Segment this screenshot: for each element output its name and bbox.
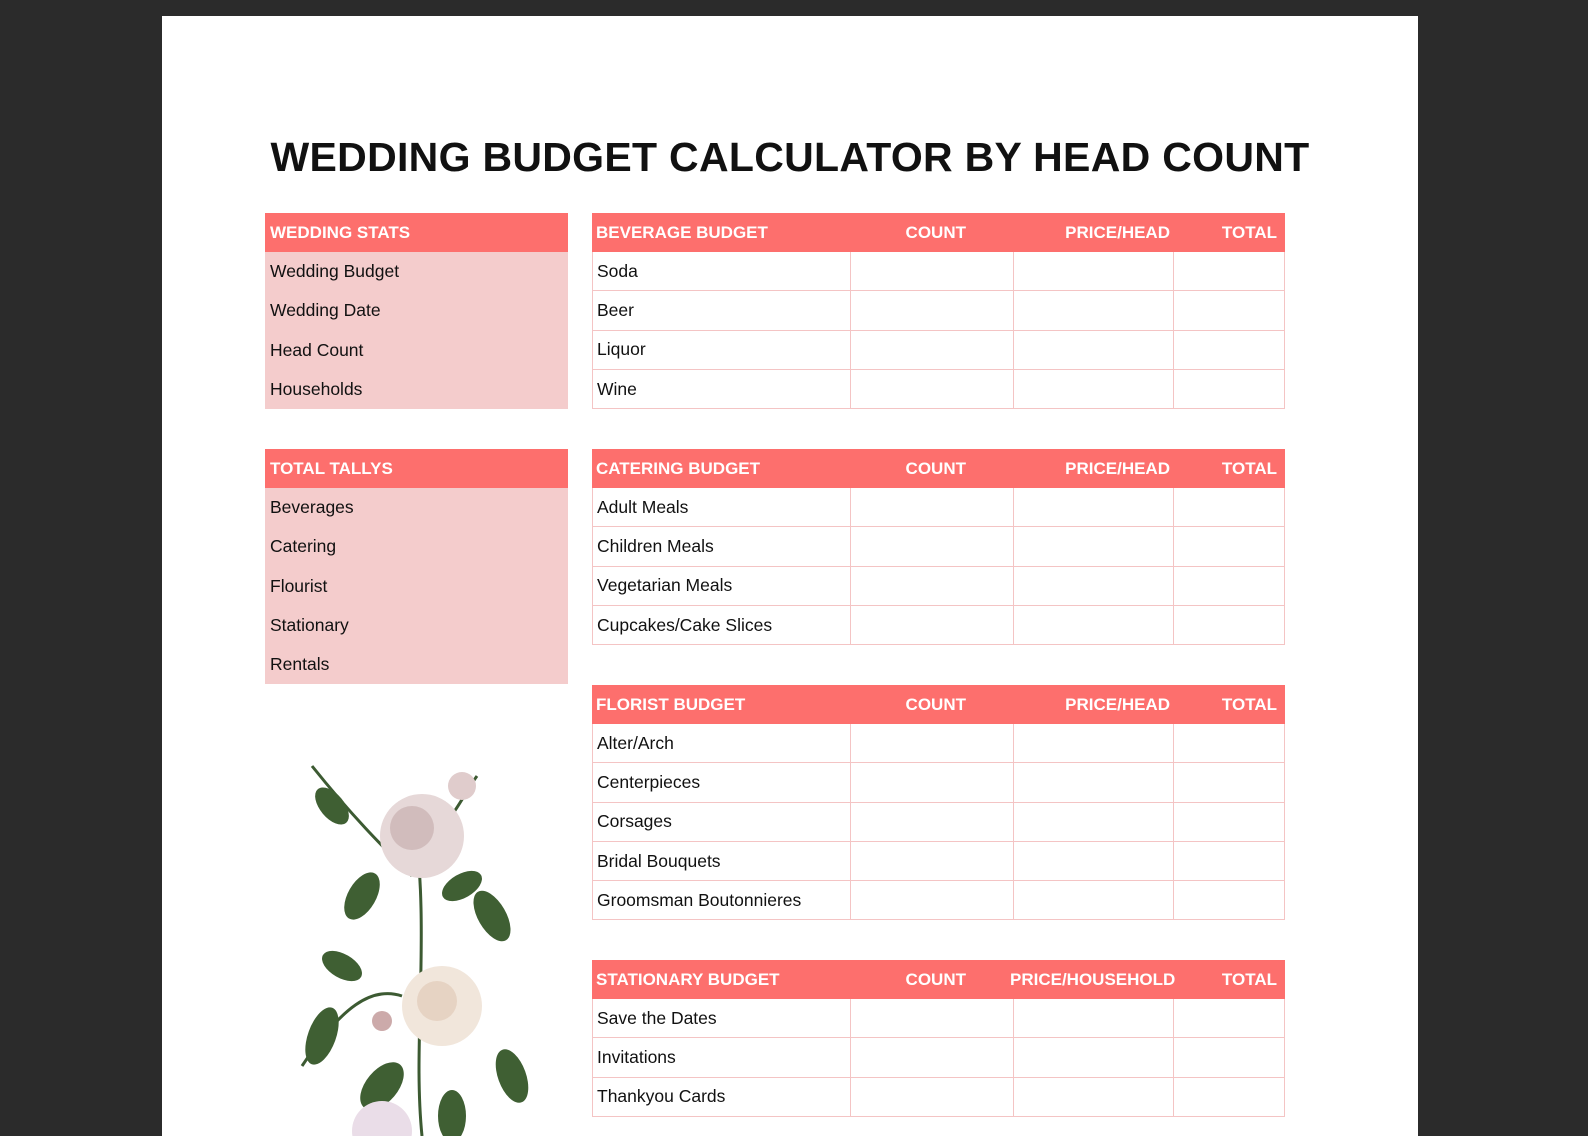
row-label: Thankyou Cards — [597, 1086, 726, 1107]
panel-header — [265, 449, 568, 488]
count-cell[interactable] — [850, 527, 1013, 565]
total-cell[interactable] — [1173, 1078, 1284, 1116]
price-cell[interactable] — [1013, 488, 1174, 526]
column-count: COUNT — [905, 222, 966, 242]
total-cell[interactable] — [1173, 1038, 1284, 1076]
total-cell[interactable] — [1173, 606, 1284, 644]
table-header — [592, 213, 1285, 252]
column-price: PRICE/HEAD — [1065, 222, 1170, 242]
table-row — [592, 252, 1285, 291]
total-cell[interactable] — [1173, 567, 1284, 605]
table-header — [592, 449, 1285, 488]
panel-row[interactable] — [265, 291, 568, 330]
panel-row[interactable] — [265, 488, 568, 527]
row-label: Liquor — [597, 339, 646, 360]
row-label: Soda — [597, 260, 638, 281]
table-row — [592, 1038, 1285, 1077]
price-cell[interactable] — [1013, 881, 1174, 919]
row-label: Centerpieces — [597, 771, 701, 792]
column-count: COUNT — [905, 694, 966, 714]
table-header — [592, 685, 1285, 724]
table-row — [592, 488, 1285, 527]
table-row — [592, 606, 1285, 645]
price-cell[interactable] — [1013, 763, 1174, 801]
table-row — [592, 370, 1285, 409]
panel-row[interactable] — [265, 645, 568, 684]
row-label: Wine — [597, 378, 637, 399]
price-cell[interactable] — [1013, 252, 1174, 290]
total-cell[interactable] — [1173, 370, 1284, 408]
table-row — [592, 999, 1285, 1038]
row-label: Cupcakes/Cake Slices — [597, 614, 773, 635]
count-cell[interactable] — [850, 606, 1013, 644]
count-cell[interactable] — [850, 999, 1013, 1037]
price-cell[interactable] — [1013, 370, 1174, 408]
total-cell[interactable] — [1173, 252, 1284, 290]
table-row — [592, 881, 1285, 920]
total-cell[interactable] — [1173, 763, 1284, 801]
table-row — [592, 842, 1285, 881]
row-label: Adult Meals — [597, 496, 689, 517]
price-cell[interactable] — [1013, 1078, 1174, 1116]
table-row — [592, 567, 1285, 606]
table-row — [592, 724, 1285, 763]
row-label: Alter/Arch — [597, 732, 674, 753]
column-count: COUNT — [905, 969, 966, 989]
table-header — [592, 960, 1285, 999]
panel-row[interactable] — [265, 567, 568, 606]
count-cell[interactable] — [850, 763, 1013, 801]
count-cell[interactable] — [850, 842, 1013, 880]
total-cell[interactable] — [1173, 999, 1284, 1037]
budget-table-florist-budget — [592, 685, 1285, 920]
budget-table-catering-budget — [592, 449, 1285, 645]
price-cell[interactable] — [1013, 842, 1174, 880]
count-cell[interactable] — [850, 370, 1013, 408]
panel-row[interactable] — [265, 252, 568, 291]
count-cell[interactable] — [850, 567, 1013, 605]
price-cell[interactable] — [1013, 999, 1174, 1037]
left-panel-wedding-stats — [265, 213, 568, 409]
row-label: Beverages — [270, 497, 354, 518]
column-total: TOTAL — [1221, 694, 1277, 714]
budget-table-stationary-budget — [592, 960, 1285, 1117]
price-cell[interactable] — [1013, 331, 1174, 369]
count-cell[interactable] — [850, 1038, 1013, 1076]
table-title: STATIONARY BUDGET — [596, 969, 780, 989]
column-count: COUNT — [905, 458, 966, 478]
table-row — [592, 1078, 1285, 1117]
row-label: Rentals — [270, 654, 330, 675]
table-title: CATERING BUDGET — [596, 458, 761, 478]
table-row — [592, 527, 1285, 566]
price-cell[interactable] — [1013, 606, 1174, 644]
count-cell[interactable] — [850, 331, 1013, 369]
row-label: Beer — [597, 299, 634, 320]
count-cell[interactable] — [850, 252, 1013, 290]
row-label: Invitations — [597, 1046, 676, 1067]
price-cell[interactable] — [1013, 527, 1174, 565]
panel-row[interactable] — [265, 527, 568, 566]
row-label: Stationary — [270, 615, 349, 636]
row-label: Children Meals — [597, 535, 714, 556]
price-cell[interactable] — [1013, 567, 1174, 605]
row-label: Save the Dates — [597, 1007, 717, 1028]
total-cell[interactable] — [1173, 488, 1284, 526]
table-title: BEVERAGE BUDGET — [596, 222, 768, 242]
row-label: Corsages — [597, 811, 672, 832]
count-cell[interactable] — [850, 803, 1013, 841]
total-cell[interactable] — [1173, 291, 1284, 329]
price-cell[interactable] — [1013, 1038, 1174, 1076]
total-cell[interactable] — [1173, 881, 1284, 919]
panel-row[interactable] — [265, 331, 568, 370]
panel-row[interactable] — [265, 606, 568, 645]
count-cell[interactable] — [850, 724, 1013, 762]
column-total: TOTAL — [1221, 458, 1277, 478]
total-cell[interactable] — [1173, 803, 1284, 841]
row-label: Flourist — [270, 575, 328, 596]
row-label: Wedding Budget — [270, 261, 400, 282]
table-title: FLORIST BUDGET — [596, 694, 746, 714]
panel-title: WEDDING STATS — [270, 222, 411, 242]
document-page — [162, 16, 1418, 1136]
row-label: Vegetarian Meals — [597, 575, 733, 596]
total-cell[interactable] — [1173, 842, 1284, 880]
row-label: Groomsman Boutonnieres — [597, 889, 802, 910]
price-cell[interactable] — [1013, 803, 1174, 841]
column-total: TOTAL — [1221, 969, 1277, 989]
table-row — [592, 763, 1285, 802]
column-price: PRICE/HEAD — [1065, 694, 1170, 714]
rose-illustration — [262, 736, 552, 1136]
count-cell[interactable] — [850, 488, 1013, 526]
table-row — [592, 291, 1285, 330]
row-label: Wedding Date — [270, 300, 381, 321]
budget-table-beverage-budget — [592, 213, 1285, 409]
count-cell[interactable] — [850, 291, 1013, 329]
total-cell[interactable] — [1173, 724, 1284, 762]
page-title: WEDDING BUDGET CALCULATOR BY HEAD COUNT — [270, 134, 1310, 180]
price-cell[interactable] — [1013, 291, 1174, 329]
total-cell[interactable] — [1173, 527, 1284, 565]
column-price: PRICE/HOUSEHOLD — [1010, 969, 1176, 989]
table-row — [592, 331, 1285, 370]
panel-row[interactable] — [265, 370, 568, 409]
price-cell[interactable] — [1013, 724, 1174, 762]
count-cell[interactable] — [850, 1078, 1013, 1116]
row-label: Households — [270, 379, 363, 400]
panel-title: TOTAL TALLYS — [270, 458, 393, 478]
left-panel-total-tallys — [265, 449, 568, 684]
row-label: Bridal Bouquets — [597, 850, 721, 871]
row-label: Head Count — [270, 339, 364, 360]
total-cell[interactable] — [1173, 331, 1284, 369]
count-cell[interactable] — [850, 881, 1013, 919]
table-row — [592, 803, 1285, 842]
column-price: PRICE/HEAD — [1065, 458, 1170, 478]
column-total: TOTAL — [1221, 222, 1277, 242]
row-label: Catering — [270, 536, 337, 557]
panel-header — [265, 213, 568, 252]
